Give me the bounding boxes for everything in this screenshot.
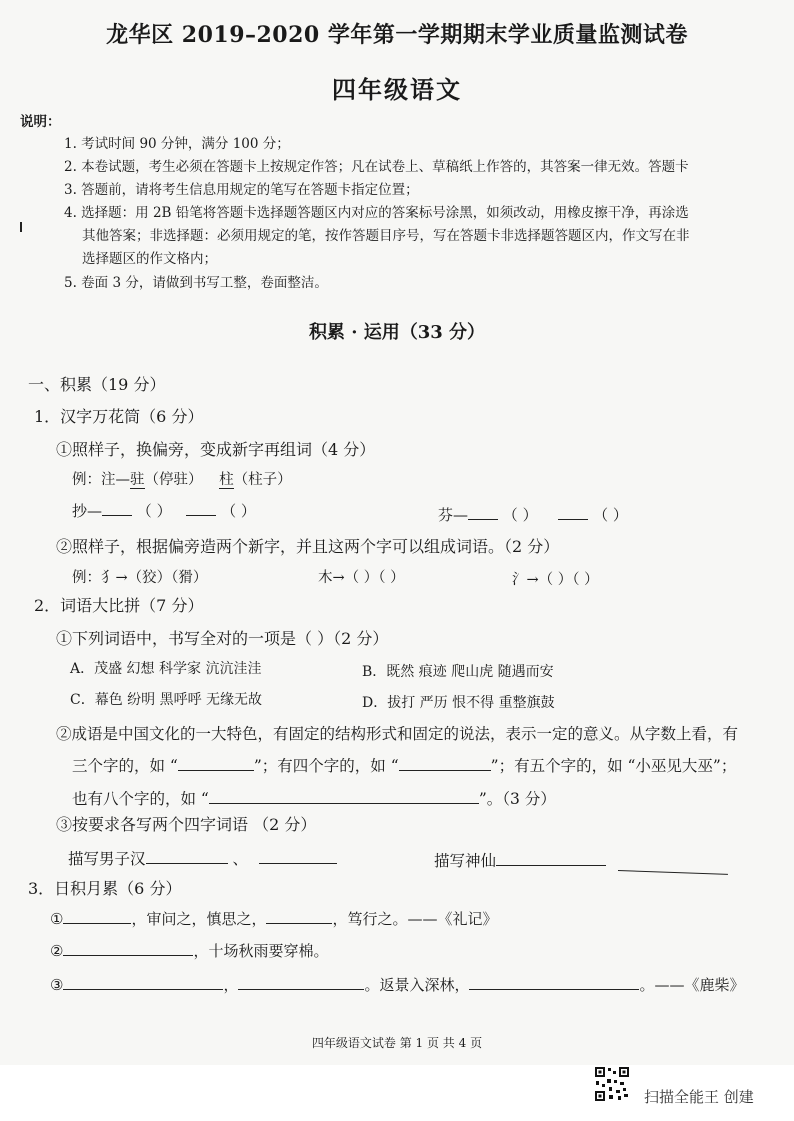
answer-blank[interactable] — [102, 515, 132, 516]
item-number: ② — [50, 942, 64, 960]
q1-example-1 — [72, 468, 292, 489]
q2-sub3-row — [68, 847, 337, 869]
paren-blank[interactable]: （ ） — [221, 502, 256, 520]
subject-title: 四年级语文 — [332, 75, 462, 104]
q2-sub2-line1: ②成语是中国文化的一大特色，有固定的结构形式和固定的说法，表示一定的意义。从字数上看，有 — [56, 725, 739, 743]
answer-blank[interactable] — [558, 519, 588, 520]
answer-blank[interactable] — [266, 923, 332, 924]
example-char-2: 柱 — [219, 472, 234, 488]
note-4b: 其他答案；非选择题：必须用规定的笔，按作答题目序号，写在答题卡非选择题答题区内，作文写在非 — [82, 228, 690, 244]
q1-row-1-right — [438, 504, 628, 525]
qr-code-icon — [594, 1066, 630, 1102]
q2-sub2-line3 — [72, 787, 556, 809]
note-4a: 4. 选择题：用 2B 铅笔将答题卡选择题答题区内对应的答案标号涂黑，如须改动，用橡皮擦干净，再涂选 — [64, 205, 689, 221]
prompt-label: 描写神仙 — [434, 852, 497, 870]
idiom-text: 也有八个字的，如 “ — [72, 790, 209, 808]
example-word-1: （停驻） — [144, 472, 203, 488]
example-prefix: 例：注— — [72, 472, 130, 488]
example-char-1: 驻 — [130, 472, 145, 488]
section-heading: 积累 · 运用（33 分） — [308, 322, 486, 343]
scanner-brand: 扫描全能王 创建 — [644, 1088, 754, 1106]
option-b: B．既然 痕迹 爬山虎 随遇而安 — [362, 664, 554, 680]
q3-title: 3．日积月累（6 分） — [28, 879, 182, 898]
q3-line-3 — [50, 974, 745, 995]
answer-blank[interactable] — [63, 955, 193, 956]
prompt-label: 描写男子汉 — [68, 850, 146, 868]
note-2: 2. 本卷试题，考生必须在答题卡上按规定作答；凡在试卷上、草稿纸上作答的，其答案一律无效。答题卡 — [64, 159, 689, 175]
part-1-title: 一、积累（19 分） — [28, 375, 166, 394]
note-4c: 选择题区的作文格内； — [82, 251, 217, 267]
poem-text: 。返景入深林， — [364, 976, 470, 994]
poem-text: ， — [223, 976, 239, 994]
row-1-right-label: 芬— — [438, 506, 469, 524]
option-d: D．拔打 严历 恨不得 重整旗鼓 — [362, 695, 555, 711]
separator: 、 — [232, 850, 248, 868]
scan-mark — [20, 222, 22, 232]
row-1-left-label: 抄— — [72, 502, 103, 520]
idiom-text: 三个字的，如 “ — [72, 757, 178, 775]
poem-text: ，审问之，慎思之， — [131, 910, 267, 928]
poem-text: 。——《鹿柴》 — [639, 976, 745, 994]
q1-title: 1．汉字万花筒（6 分） — [34, 407, 204, 426]
answer-blank[interactable] — [496, 865, 606, 866]
q1-row-2a[interactable]: 木→（ ）（ ） — [318, 570, 405, 586]
poem-text: ，十场秋雨要穿棉。 — [193, 942, 329, 960]
answer-blank[interactable] — [399, 770, 491, 771]
page-footer: 四年级语文试卷 第 1 页 共 4 页 — [311, 1036, 483, 1050]
idiom-text: ”。（3 分） — [478, 790, 556, 808]
q3-line-2 — [50, 940, 328, 961]
q1-sub2: ②照样子，根据偏旁造两个新字，并且这两个字可以组成词语。（2 分） — [56, 537, 560, 556]
q2-sub3: ③按要求各写两个四字词语 （2 分） — [56, 815, 317, 834]
q2-sub2-line2 — [72, 754, 736, 776]
answer-blank[interactable] — [468, 519, 498, 520]
q1-row-1-left — [72, 500, 256, 521]
option-c: C．幕色 纷明 黑呼呼 无缘无故 — [70, 692, 263, 708]
item-number: ③ — [50, 976, 64, 994]
q1-sub1: ①照样子，换偏旁，变成新字再组词（4 分） — [56, 440, 376, 459]
note-5: 5. 卷面 3 分，请做到书写工整，卷面整洁。 — [64, 275, 328, 291]
notes-label: 说明： — [20, 114, 61, 130]
note-3: 3. 答题前，请将考生信息用规定的笔写在答题卡指定位置； — [64, 182, 419, 198]
idiom-text: ”；有四个字的，如 “ — [253, 757, 399, 775]
paren-blank[interactable]: （ ） — [593, 506, 628, 524]
answer-blank[interactable] — [238, 989, 364, 990]
q1-row-2b[interactable]: 氵→（ ）（ ） — [512, 572, 599, 588]
option-a: A．茂盛 幻想 科学家 沆沆洼洼 — [70, 661, 262, 677]
q2-sub1: ①下列词语中，书写全对的一项是（ ）（2 分） — [56, 629, 389, 648]
answer-blank[interactable] — [63, 923, 131, 924]
example-word-2: （柱子） — [233, 472, 292, 488]
item-number: ① — [50, 910, 64, 928]
poem-text: ，笃行之。——《礼记》 — [332, 910, 498, 928]
answer-blank[interactable] — [209, 803, 479, 804]
q1-example-2: 例：犭→（狡）（猾） — [72, 570, 208, 586]
paren-blank[interactable]: （ ） — [136, 502, 172, 520]
answer-blank[interactable] — [469, 989, 639, 990]
exam-title: 龙华区 2019–2020 学年第一学期期末学业质量监测试卷 — [106, 22, 688, 48]
answer-blank[interactable] — [259, 863, 337, 864]
q2-sub3-row-right — [434, 849, 606, 871]
answer-blank[interactable] — [178, 770, 254, 771]
paren-blank[interactable]: （ ） — [502, 506, 538, 524]
q3-line-1 — [50, 908, 497, 929]
answer-blank[interactable] — [63, 989, 223, 990]
idiom-text: ”；有五个字的，如 “小巫见大巫”； — [490, 757, 737, 775]
answer-blank[interactable] — [146, 863, 228, 864]
q2-title: 2．词语大比拼（7 分） — [34, 596, 204, 615]
note-1: 1. 考试时间 90 分钟，满分 100 分； — [64, 136, 290, 152]
answer-blank[interactable] — [186, 515, 216, 516]
